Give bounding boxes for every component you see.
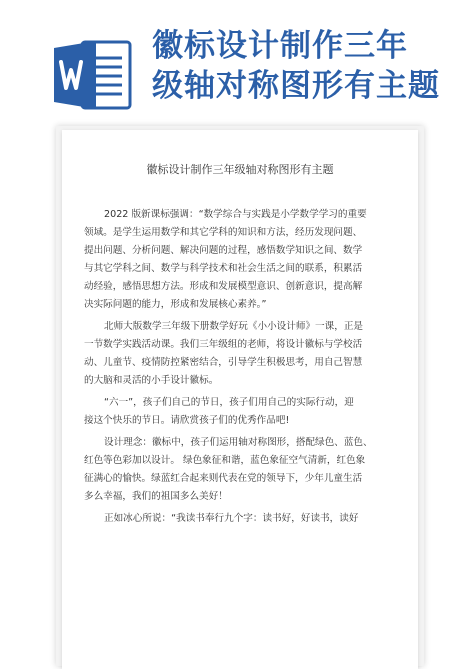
header-banner	[0, 0, 474, 140]
paragraph-line: 北师大版数学三年级下册数学好玩《小小设计师》一课，正是	[104, 321, 364, 332]
word-document-icon	[52, 38, 132, 112]
paragraph-line: 动、儿童节、疫情防控紧密结合，引导学生积极思考，用自己智慧	[84, 357, 363, 368]
banner-title	[152, 26, 468, 106]
paragraph-1	[84, 206, 400, 314]
paragraph-line: 多么幸福，我们的祖国多么美好！	[84, 491, 228, 502]
banner-title-line-2: 级轴对称图形有主题	[152, 68, 440, 104]
paragraph-line: 提出问题、分析问题、解决问题的过程，感悟数学知识之间、数学	[84, 245, 363, 256]
paragraph-line: 正如冰心所说：“我读书奉行九个字：读书好，好读书，读好	[104, 513, 359, 524]
document-title: 徽标设计制作三年级轴对称图形有主题	[146, 163, 334, 176]
paragraph-5	[84, 510, 400, 528]
paragraph-line: 设计理念：徽标中，孩子们运用轴对称图形，搭配绿色、蓝色、	[104, 437, 373, 448]
document-page	[62, 130, 418, 669]
paragraph-line: 领域。是学生运用数学和其它学科的知识和方法，经历发现问题、	[84, 227, 363, 238]
paragraph-line: 决实际问题的能力，形成和发展核心素养。”	[84, 299, 267, 310]
paragraph-line: 的大脑和灵活的小手设计徽标。	[84, 375, 219, 386]
paragraph-line: 一节数学实践活动课。我们三年级组的老师，将设计徽标与学校活	[84, 339, 363, 350]
paragraph-2	[84, 318, 400, 390]
paragraph-line: 动经验，感悟思想方法。形成和发展模型意识、创新意识，提高解	[84, 281, 363, 292]
document-body	[84, 206, 400, 532]
paragraph-line: 接这个快乐的节日。请欣赏孩子们的优秀作品吧!	[84, 415, 290, 426]
banner-title-line-1: 徽标设计制作三年	[152, 28, 408, 64]
paragraph-3	[84, 394, 400, 430]
paragraph-4	[84, 434, 400, 506]
paragraph-line: “六一”，孩子们自己的节日，孩子们用自己的实际行动，迎	[104, 397, 354, 408]
paragraph-line: 2022 版新课标强调：“数学综合与实践是小学数学学习的重要	[104, 209, 367, 220]
paragraph-line: 征满心的愉快。绿蓝红合起来则代表在党的领导下，少年儿童生活	[84, 473, 363, 484]
paragraph-line: 与其它学科之间、数学与科学技术和社会生活之间的联系，积累活	[84, 263, 363, 274]
paragraph-line: 红色等色彩加以设计。 绿色象征和谐，蓝色象征空气清新，红色象	[84, 455, 366, 466]
